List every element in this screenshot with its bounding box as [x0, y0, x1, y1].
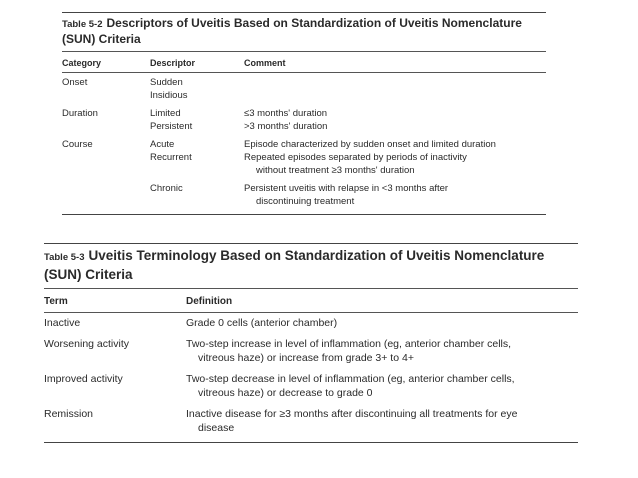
table-row — [62, 138, 546, 151]
category-cell: Duration — [62, 108, 98, 119]
term-cell: Improved activity — [44, 372, 123, 385]
comment-cell: Episode characterized by sudden onset and limited duration — [244, 139, 496, 150]
table-row — [62, 195, 546, 208]
comment-cell: Repeated episodes separated by periods of inactivity — [244, 152, 467, 163]
comment-cell — [244, 89, 546, 102]
table-title — [44, 244, 578, 283]
category-cell — [62, 195, 150, 208]
definition-cell: Inactive disease for ≥3 months after discontinuing all treatments for eye — [186, 407, 518, 420]
table-title-line2: (SUN) Criteria — [44, 267, 133, 282]
definition-cell: Grade 0 cells (anterior chamber) — [186, 317, 338, 329]
column-header-term: Term — [44, 296, 68, 307]
descriptor-cell: Insidious — [150, 90, 188, 101]
table-body — [44, 313, 578, 442]
table-title-line2: (SUN) Criteria — [62, 32, 141, 46]
descriptor-cell: Limited — [150, 108, 181, 119]
column-header-comment: Comment — [244, 58, 286, 68]
comment-cell: without treatment ≥3 months' duration — [256, 165, 415, 176]
term-cell: Worsening activity — [44, 337, 130, 350]
descriptor-cell — [150, 164, 244, 177]
table-5-3 — [44, 243, 578, 443]
table-row — [44, 337, 578, 352]
descriptor-cell: Persistent — [150, 121, 193, 132]
comment-cell: >3 months' duration — [244, 121, 328, 132]
table-title-line1: Descriptors of Uveitis Based on Standardization of Uveitis Nomenclature — [106, 16, 522, 30]
table-row — [62, 182, 546, 195]
definition-cell: vitreous haze) or increase from grade 3+ to 4+ — [198, 352, 414, 364]
category-cell — [62, 89, 150, 102]
term-cell: Remission — [44, 407, 94, 420]
table-bottom-rule — [62, 214, 546, 215]
descriptor-cell: Recurrent — [150, 152, 192, 163]
term-cell: Inactive — [44, 317, 81, 329]
definition-cell: disease — [198, 422, 235, 434]
table-row — [62, 151, 546, 164]
descriptor-cell: Sudden — [150, 77, 183, 88]
table-header — [44, 289, 578, 312]
column-header-definition: Definition — [186, 296, 233, 307]
category-cell — [62, 151, 150, 164]
category-cell — [62, 164, 150, 177]
table-row — [44, 407, 578, 422]
table-row — [44, 421, 578, 436]
table-header — [62, 52, 546, 72]
table-title — [62, 13, 546, 47]
column-header-category: Category — [62, 58, 102, 68]
table-bottom-rule — [44, 442, 578, 443]
definition-cell: vitreous haze) or decrease to grade 0 — [198, 387, 373, 399]
table-row — [44, 386, 578, 401]
category-cell: Course — [62, 139, 93, 150]
table-row — [62, 164, 546, 177]
term-cell — [44, 421, 186, 436]
table-row — [44, 316, 578, 331]
table-row — [44, 351, 578, 366]
table-title-line1: Uveitis Terminology Based on Standardization of Uveitis Nomenclature — [88, 248, 545, 263]
category-cell — [62, 120, 150, 133]
category-cell: Onset — [62, 77, 88, 88]
column-header-descriptor: Descriptor — [150, 58, 196, 68]
comment-cell — [244, 76, 546, 89]
table-row — [62, 107, 546, 120]
table-label: Table 5-2 — [62, 19, 103, 30]
comment-cell: Persistent uveitis with relapse in <3 months after — [244, 183, 449, 194]
descriptor-cell — [150, 195, 244, 208]
term-cell — [44, 386, 186, 401]
table-row — [44, 372, 578, 387]
table-body — [62, 73, 546, 214]
table-5-2 — [62, 12, 546, 215]
definition-cell: Two-step decrease in level of inflammation (eg, anterior chamber cells, — [186, 372, 515, 385]
term-cell — [44, 351, 186, 366]
definition-cell: Two-step increase in level of inflammation (eg, anterior chamber cells, — [186, 337, 512, 350]
comment-cell: discontinuing treatment — [256, 196, 355, 207]
table-row — [62, 76, 546, 89]
category-cell — [62, 182, 150, 195]
table-label: Table 5-3 — [44, 252, 85, 263]
comment-cell: ≤3 months' duration — [244, 108, 328, 119]
descriptor-cell: Chronic — [150, 183, 183, 194]
table-row — [62, 89, 546, 102]
descriptor-cell: Acute — [150, 139, 175, 150]
table-row — [62, 120, 546, 133]
